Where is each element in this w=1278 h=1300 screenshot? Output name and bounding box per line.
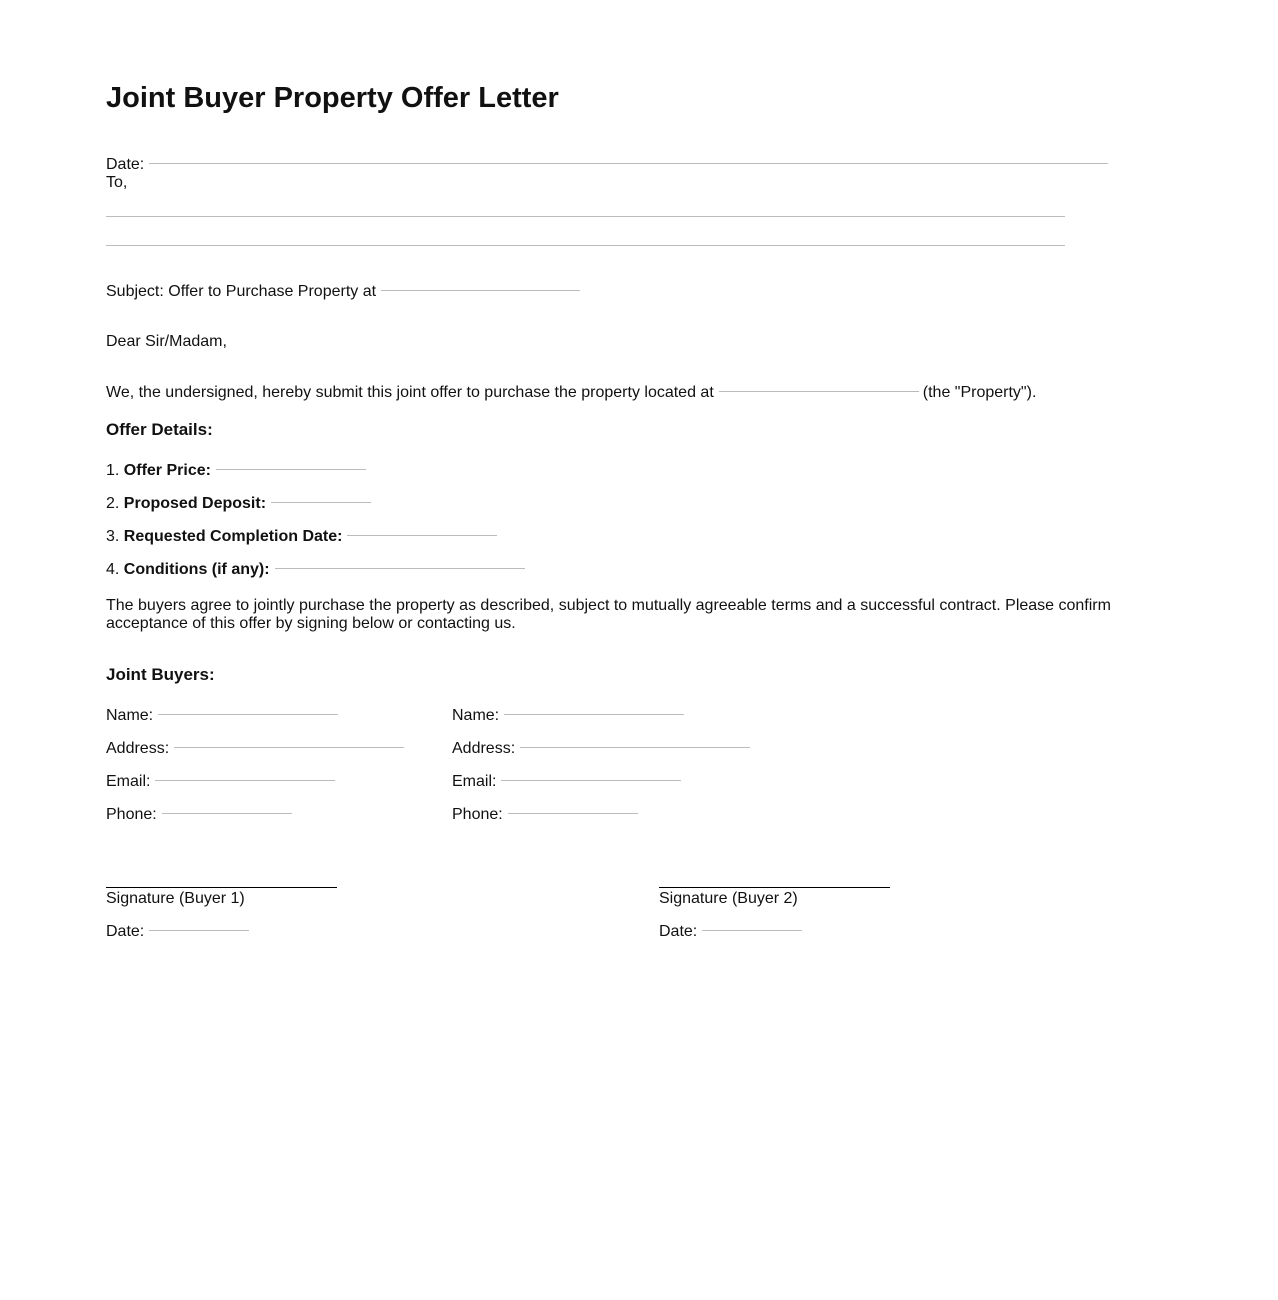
buyer1-name-line[interactable] (158, 714, 338, 715)
to-label: To, (106, 174, 128, 191)
signature-label-buyer2: Signature (Buyer 2) (659, 890, 798, 907)
intro-suffix: (the "Property"). (922, 384, 1037, 401)
property-address-line[interactable] (719, 391, 919, 392)
recipient-line-2[interactable] (106, 245, 1065, 246)
field-label: Name: (106, 707, 154, 724)
subject-address-line[interactable] (381, 290, 580, 291)
signature-date-buyer1 (106, 923, 249, 941)
item-label: Conditions (if any): (123, 561, 270, 578)
field-label: Address: (452, 740, 516, 757)
completion-date-line[interactable] (347, 535, 497, 536)
item-label: Offer Price: (123, 462, 211, 479)
buyer2-name-line[interactable] (504, 714, 684, 715)
buyer2-address-line[interactable] (520, 747, 750, 748)
item-label: Proposed Deposit: (123, 495, 267, 512)
date-row (106, 156, 1108, 174)
buyer1-date-line[interactable] (149, 930, 249, 931)
field-label: Address: (106, 740, 170, 757)
buyer1-email (106, 773, 335, 791)
closing-paragraph: The buyers agree to jointly purchase the property as described, subject to mutually agreeable terms and a successful contract. Please confirm acceptance of this offer by signing below or contacting us. (106, 597, 1111, 632)
buyer2-email-line[interactable] (501, 780, 681, 781)
deposit-line[interactable] (271, 502, 371, 503)
signature-label-buyer1: Signature (Buyer 1) (106, 890, 245, 907)
subject-text: Subject: Offer to Purchase Property at (106, 283, 377, 300)
item-number: 2. (106, 495, 120, 512)
conditions-line[interactable] (275, 568, 525, 569)
intro-text: We, the undersigned, hereby submit this joint offer to purchase the property located at (106, 384, 714, 401)
field-label: Phone: (106, 806, 157, 823)
date-label: Date: (659, 923, 698, 940)
offer-item (106, 495, 371, 513)
buyer2-phone (452, 806, 638, 824)
date-field-line[interactable] (149, 163, 1108, 164)
joint-buyers-heading: Joint Buyers: (106, 665, 215, 684)
field-label: Email: (452, 773, 497, 790)
item-number: 4. (106, 561, 120, 578)
buyer1-address-line[interactable] (174, 747, 404, 748)
signature-line-buyer2[interactable] (659, 887, 890, 888)
recipient-line-1[interactable] (106, 216, 1065, 217)
buyer2-email (452, 773, 681, 791)
buyer1-name (106, 707, 338, 725)
buyer2-date-line[interactable] (702, 930, 802, 931)
field-label: Phone: (452, 806, 503, 823)
item-number: 1. (106, 462, 120, 479)
buyer2-phone-line[interactable] (508, 813, 638, 814)
item-label: Requested Completion Date: (123, 528, 343, 545)
offer-details-heading: Offer Details: (106, 420, 213, 439)
field-label: Email: (106, 773, 151, 790)
buyer1-phone-line[interactable] (162, 813, 292, 814)
subject-row (106, 283, 580, 301)
page-title: Joint Buyer Property Offer Letter (106, 82, 559, 114)
item-number: 3. (106, 528, 120, 545)
offer-item (106, 462, 366, 480)
signature-line-buyer1[interactable] (106, 887, 337, 888)
buyer2-name (452, 707, 684, 725)
offer-price-line[interactable] (216, 469, 366, 470)
buyer1-email-line[interactable] (155, 780, 335, 781)
offer-item (106, 561, 525, 579)
date-label: Date: (106, 156, 145, 173)
buyer2-address (452, 740, 750, 758)
buyer1-phone (106, 806, 292, 824)
signature-date-buyer2 (659, 923, 802, 941)
buyer1-address (106, 740, 404, 758)
greeting: Dear Sir/Madam, (106, 333, 227, 350)
field-label: Name: (452, 707, 500, 724)
intro-row (106, 384, 1036, 402)
date-label: Date: (106, 923, 145, 940)
offer-item (106, 528, 497, 546)
